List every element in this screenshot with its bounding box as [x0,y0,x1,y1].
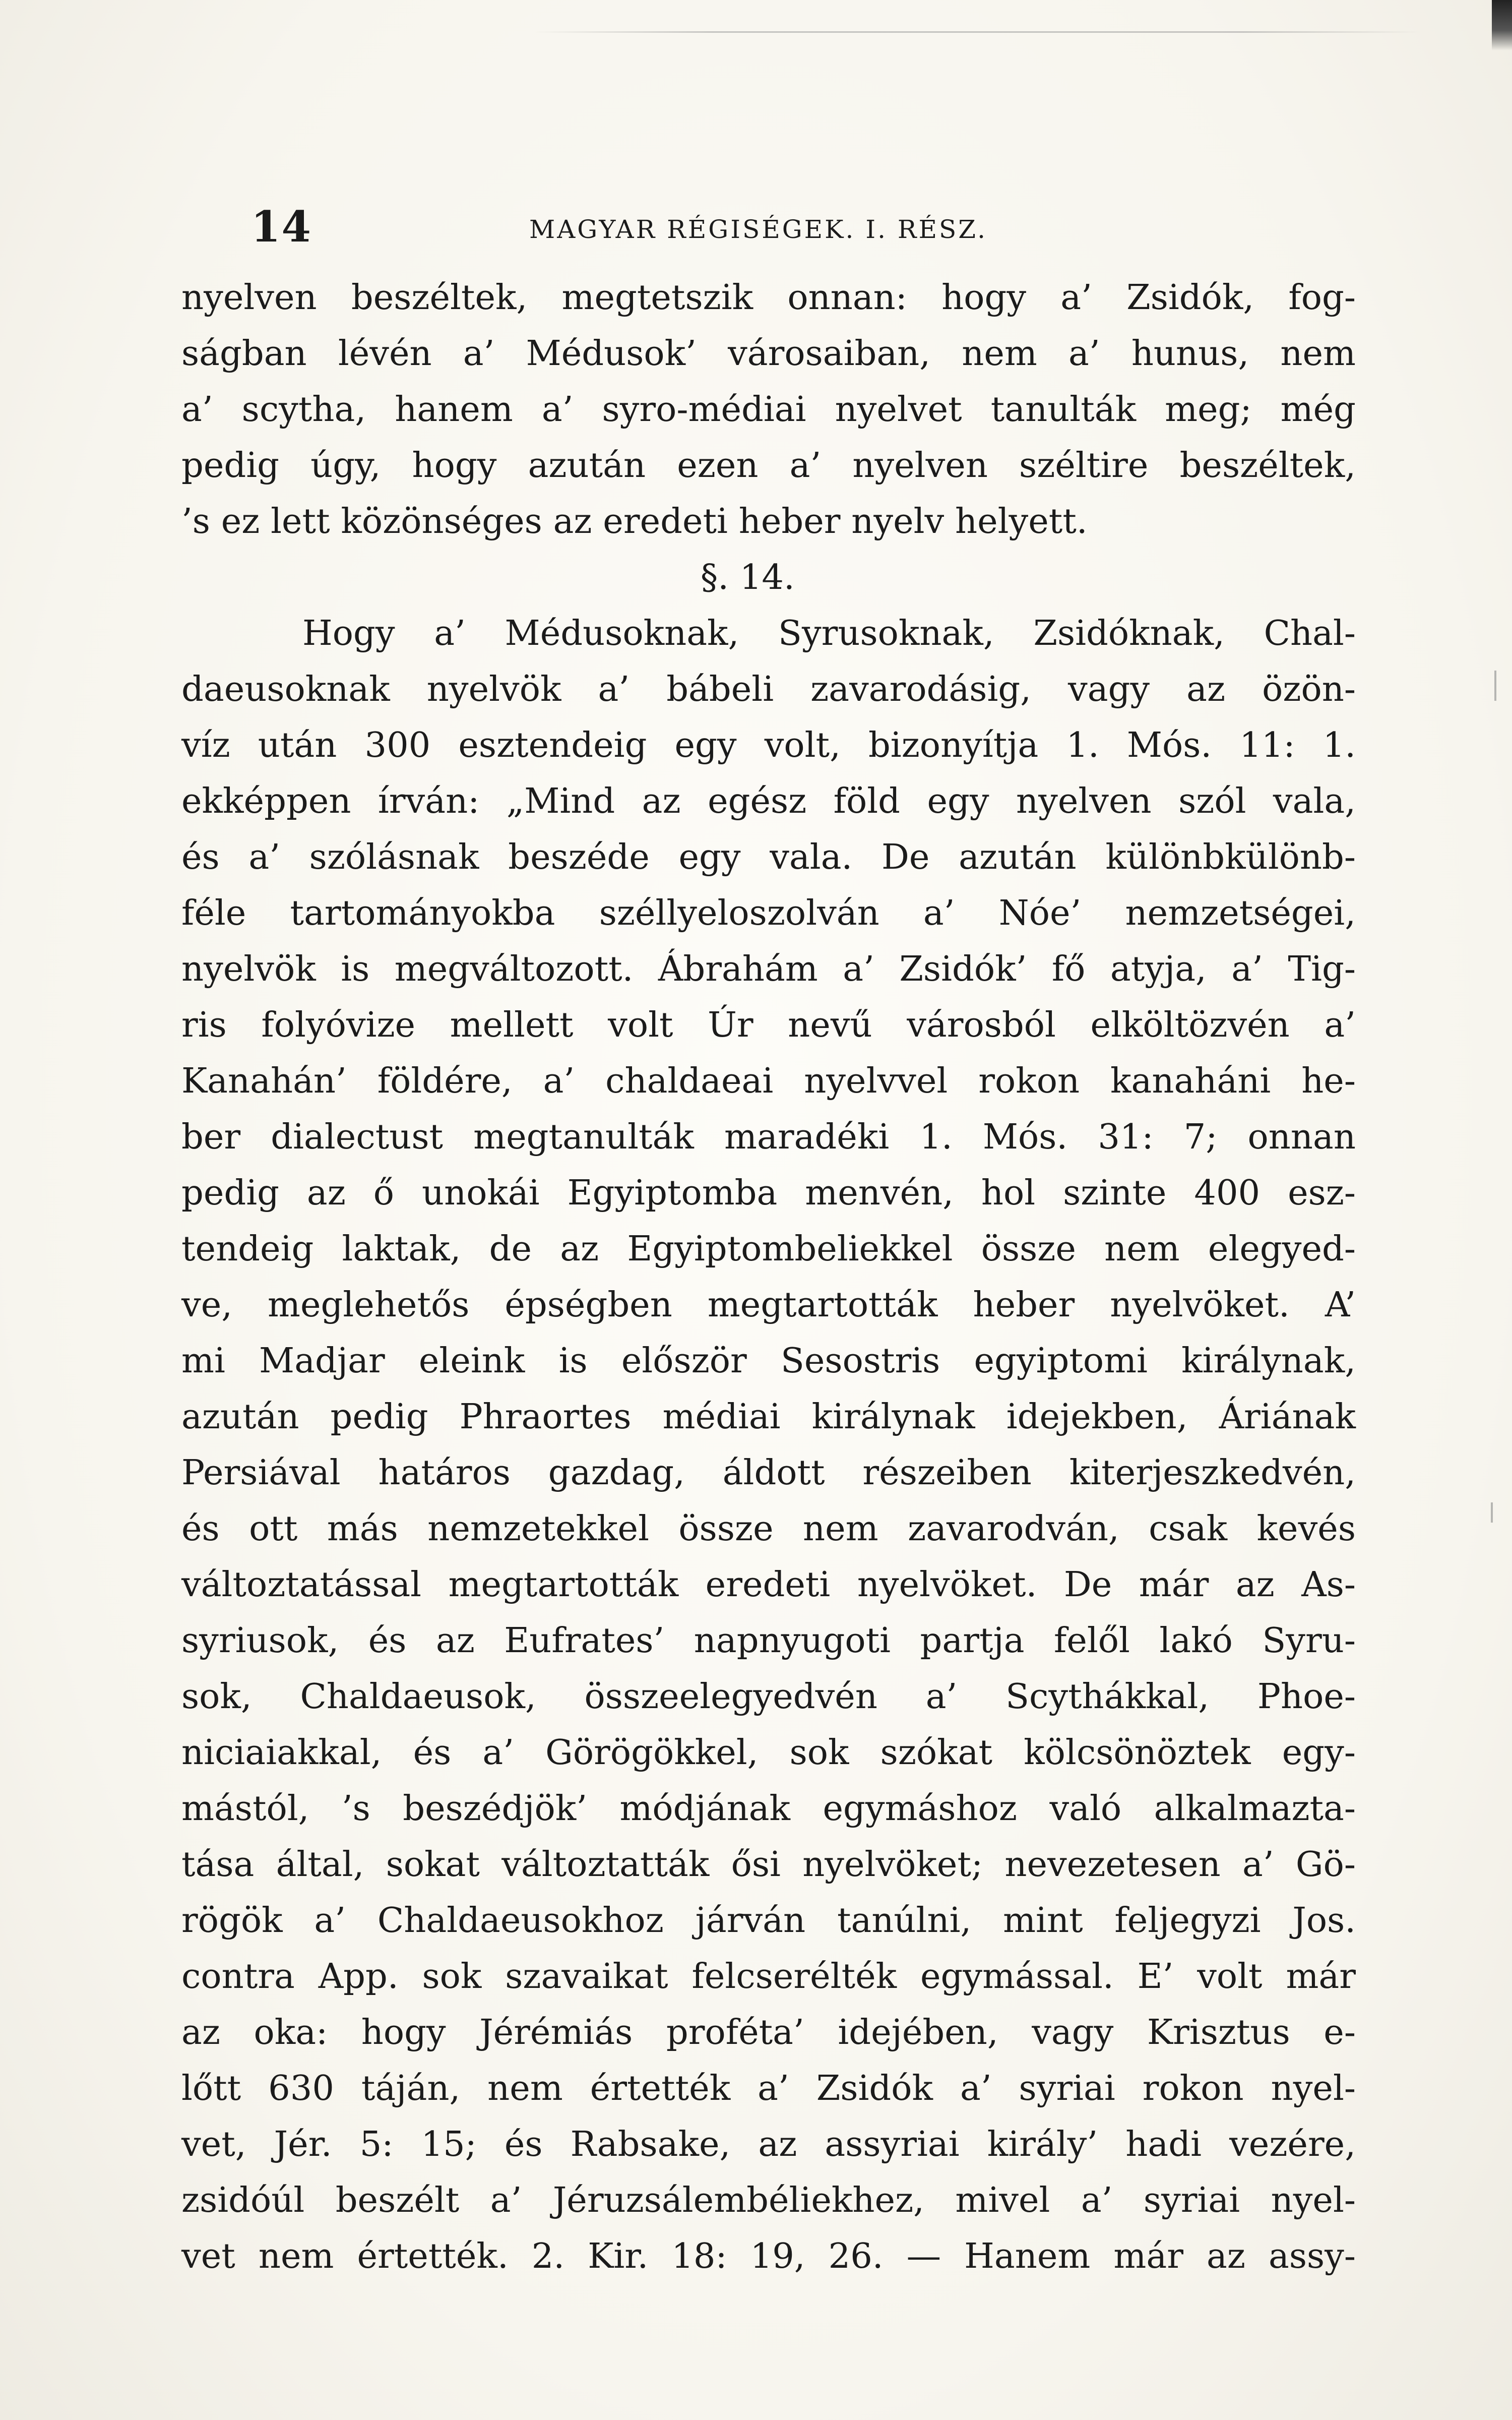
text-line: vet nem értették. 2. Kir. 18: 19, 26. — Hanem már az assy- [181,2236,1356,2276]
text-line: syriusok, és az Eufrates’ napnyugoti partja felől lakó Syru- [181,1620,1356,1661]
text-line: mástól, ’s beszédjök’ módjának egymáshoz való alkalmazta- [181,1788,1356,1829]
text-line: pedig az ő unokái Egyiptomba menvén, hol szinte 400 esz- [181,1173,1356,1213]
text-line: Persiával határos gazdag, áldott részeiben kiterjeszkedvén, [181,1453,1356,1493]
text-line: ságban lévén a’ Médusok’ városaiban, nem a’ hunus, nem [181,333,1356,374]
text-line: nyelvök is megváltozott. Ábrahám a’ Zsidók’ fő atyja, a’ Tig- [181,949,1356,989]
text-line: sok, Chaldaeusok, összeelegyedvén a’ Scythákkal, Phoe- [181,1676,1356,1717]
text-line: mi Madjar eleink is először Sesostris egyiptomi királynak, [181,1341,1356,1381]
page-number: 14 [251,202,312,252]
text-line: Hogy a’ Médusoknak, Syrusoknak, Zsidóknak, Chal- [302,613,1356,653]
text-line: contra App. sok szavaikat felcserélték egymással. E’ volt már [181,1956,1356,1996]
text-line: zsidóúl beszélt a’ Jéruzsálembéliekhez, mivel a’ syriai nyel- [181,2180,1356,2220]
text-line: változtatással megtartották eredeti nyelvöket. De már az As- [181,1564,1356,1605]
text-line: azután pedig Phraortes médiai királynak idejekben, Áriának [181,1397,1356,1437]
text-line: nyelven beszéltek, megtetszik onnan: hogy a’ Zsidók, fog- [181,277,1356,318]
text-line: a’ scytha, hanem a’ syro-médiai nyelvet tanulták meg; még [181,389,1356,430]
text-line: niciaiakkal, és a’ Görögökkel, sok szókat kölcsönöztek egy- [181,1732,1356,1773]
text-line: ris folyóvize mellett volt Úr nevű városból elköltözvén a’ [181,1005,1356,1045]
text-line: és ott más nemzetekkel össze nem zavarodván, csak kevés [181,1508,1356,1549]
text-line: féle tartományokba széllyeloszolván a’ Nóe’ nemzetségei, [181,893,1356,933]
text-line: tendeig laktak, de az Egyiptombeliekkel össze nem elegyed- [181,1229,1356,1269]
text-line: ’s ez lett közönséges az eredeti heber nyelv helyett. [181,501,1088,541]
text-line: és a’ szólásnak beszéde egy vala. De azután különbkülönb- [181,837,1356,877]
text-line: rögök a’ Chaldaeusokhoz járván tanúlni, mint feljegyzi Jos. [181,1900,1356,1941]
section-heading: §. 14. [701,557,795,597]
text-line: pedig úgy, hogy azután ezen a’ nyelven széltire beszéltek, [181,445,1356,486]
text-line: az oka: hogy Jérémiás proféta’ idejében, vagy Krisztus e- [181,2012,1356,2052]
body-text [181,270,1356,2284]
text-line: daeusoknak nyelvök a’ bábeli zavarodásig, vagy az özön- [181,669,1356,709]
text-line: tása által, sokat változtatták ősi nyelvöket; nevezetesen a’ Gö- [181,1844,1356,1885]
top-edge-rule [534,31,1421,33]
running-header [0,202,1512,257]
text-line: Kanahán’ földére, a’ chaldaeai nyelvvel rokon kanaháni he- [181,1061,1356,1101]
scan-corner-shadow [1492,0,1512,50]
text-line: víz után 300 esztendeig egy volt, bizonyítja 1. Mós. 11: 1. [181,725,1356,765]
running-title: MAGYAR RÉGISÉGEK. I. RÉSZ. [529,215,988,244]
text-line: ekképpen írván: „Mind az egész föld egy nyelven szól vala, [181,781,1356,821]
text-line: lőtt 630 táján, nem értették a’ Zsidók a’ syriai rokon nyel- [181,2068,1356,2108]
text-line: ve, meglehetős épségben megtartották heber nyelvöket. A’ [181,1285,1356,1325]
margin-mark [1494,671,1496,701]
text-line: vet, Jér. 5: 15; és Rabsake, az assyriai király’ hadi vezére, [181,2124,1356,2164]
text-line: ber dialectust megtanulták maradéki 1. Mós. 31: 7; onnan [181,1117,1356,1157]
margin-mark [1491,1502,1493,1523]
